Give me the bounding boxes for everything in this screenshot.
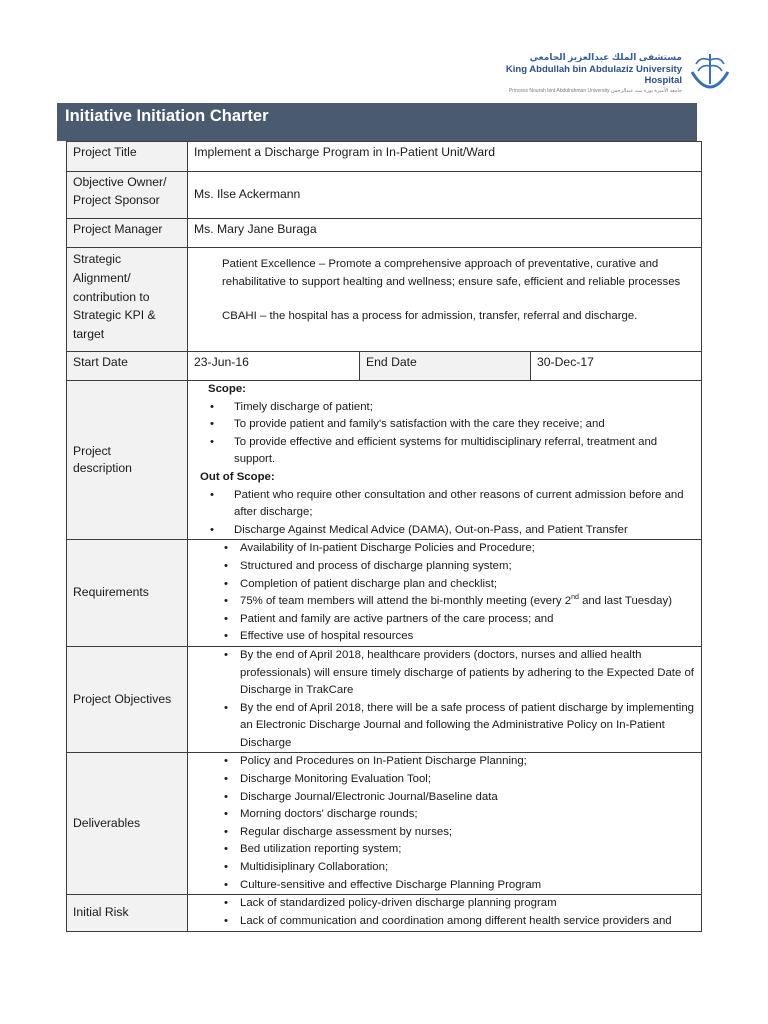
start-date-label: Start Date xyxy=(67,352,188,381)
deliverable-item: • Bed utilization reporting system; xyxy=(194,841,695,859)
scope-item: • To provide effective and efficient systems for multidisciplinary referral, treatment and support. xyxy=(194,434,695,469)
meeting-superscript: nd xyxy=(571,594,579,602)
meeting-text-end: and last Tuesday) xyxy=(578,595,672,608)
objective-item: • By the end of April 2018, there will be a safe process of patient discharge by implementing an Electronic Discharge Journal and following the Administrative Policy on In-Patient Discharge xyxy=(194,700,695,753)
deliverable-item: • Discharge Monitoring Evaluation Tool; xyxy=(194,771,695,789)
logo-arabic-name: مستشفى الملك عبدالعزيز الجامعي xyxy=(529,52,682,62)
scope-heading: Scope: xyxy=(208,383,246,395)
row-deliverables xyxy=(67,753,702,895)
out-of-scope-item: • Discharge Against Medical Advice (DAMA), Out-on-Pass, and Patient Transfer xyxy=(194,522,695,540)
project-description-content xyxy=(188,381,702,540)
deliverable-item: • Discharge Journal/Electronic Journal/Baseline data xyxy=(194,789,695,807)
hospital-emblem-icon xyxy=(688,44,732,102)
scope-item: • Timely discharge of patient; xyxy=(194,399,695,417)
initial-risk-label: Initial Risk xyxy=(67,895,188,931)
row-objective-owner xyxy=(67,172,702,219)
deliverable-item: • Regular discharge assessment by nurses; xyxy=(194,824,695,842)
project-description-label xyxy=(67,381,188,540)
deliverables-list xyxy=(194,753,695,894)
project-objectives-content xyxy=(188,646,702,753)
row-project-manager xyxy=(67,219,702,248)
row-project-description xyxy=(67,381,702,540)
objective-owner-label-line1: Objective Owner/ xyxy=(73,175,167,189)
requirement-item: • Patient and family are active partners of the care process; and xyxy=(194,611,695,629)
risk-list xyxy=(194,895,695,930)
end-date-value: 30-Dec-17 xyxy=(531,352,702,381)
deliverables-content xyxy=(188,753,702,895)
requirement-item: • Completion of patient discharge plan and checklist; xyxy=(194,576,695,594)
meeting-text: 75% of team members will attend the bi-monthly meeting (every 2 xyxy=(240,595,572,608)
deliverable-item: • Culture-sensitive and effective Discharge Planning Program xyxy=(194,877,695,895)
strategic-label-line3: contribution to xyxy=(73,289,150,304)
out-of-scope-list xyxy=(194,487,695,540)
end-date-label: End Date xyxy=(360,352,531,381)
strategic-patient-excellence: Patient Excellence – Promote a comprehensive approach of preventative, curative and rehabilitative to support healting and wellness; ensure safe, efficient and reliable processes xyxy=(222,258,681,288)
deliverables-label: Deliverables xyxy=(67,753,188,895)
logo-english-name: King Abdullah bin Abdulaziz University Hospital xyxy=(505,64,682,86)
strategic-label-line4: Strategic KPI & xyxy=(73,308,156,323)
strategic-cbahi: CBAHI – the hospital has a process for admission, transfer, referral and discharge. xyxy=(222,310,638,322)
objective-item: • By the end of April 2018, healthcare providers (doctors, nurses and allied health professionals) will ensure timely discharge of patients by adhering to the Expected Date of Discharge in TrakCare xyxy=(194,647,695,700)
start-date-value: 23-Jun-16 xyxy=(188,352,360,381)
requirements-list xyxy=(194,540,695,646)
objective-owner-value: Ms. Ilse Ackermann xyxy=(188,172,702,219)
out-of-scope-item: • Patient who require other consultation and other reasons of current admission before and after discharge; xyxy=(194,487,695,522)
strategic-label xyxy=(67,248,188,352)
objectives-list xyxy=(194,647,695,753)
requirements-label: Requirements xyxy=(67,540,188,647)
deliverable-item: • Multidisiplinary Collaboration; xyxy=(194,859,695,877)
requirement-item: • Effective use of hospital resources xyxy=(194,628,695,646)
initial-risk-content xyxy=(188,895,702,931)
row-strategic-alignment xyxy=(67,248,702,352)
requirement-item-meeting xyxy=(194,593,695,611)
scope-list xyxy=(194,399,695,469)
project-manager-value: Ms. Mary Jane Buraga xyxy=(188,219,702,248)
strategic-content xyxy=(188,248,702,352)
project-description-label-line2: description xyxy=(73,461,132,476)
row-requirements xyxy=(67,540,702,647)
requirement-item: • Structured and process of discharge planning system; xyxy=(194,558,695,576)
objective-owner-label-line2: Project Sponsor xyxy=(73,192,160,207)
out-of-scope-heading: Out of Scope: xyxy=(200,470,275,483)
project-manager-label: Project Manager xyxy=(67,219,188,248)
requirements-content xyxy=(188,540,702,647)
row-project-objectives xyxy=(67,646,702,753)
project-title-value: Implement a Discharge Program in In-Patient Unit/Ward xyxy=(188,142,702,172)
row-dates xyxy=(67,352,702,381)
hospital-logo xyxy=(486,44,732,102)
row-initial-risk xyxy=(67,895,702,931)
risk-item: • Lack of communication and coordination among different health service providers and xyxy=(194,913,695,931)
deliverable-item: • Policy and Procedures on In-Patient Discharge Planning; xyxy=(194,753,695,771)
strategic-label-line2: Alignment/ xyxy=(73,270,131,285)
project-title-label: Project Title xyxy=(67,142,188,172)
scope-item: • To provide patient and family's satisfaction with the care they receive; and xyxy=(194,416,695,434)
project-objectives-label: Project Objectives xyxy=(67,646,188,753)
project-description-label-line1: Project xyxy=(73,443,111,458)
charter-title-bar xyxy=(57,103,697,141)
charter-title: Initiative Initiation Charter xyxy=(65,107,269,125)
charter-table xyxy=(66,141,702,932)
objective-owner-label xyxy=(67,172,188,219)
logo-text xyxy=(486,52,688,94)
logo-university-name: Princess Nourah bint Abdulrahman University جامعة الأميرة نورة بنت عبدالرحمن xyxy=(508,88,682,94)
requirement-item: • Availability of In-patient Discharge Policies and Procedure; xyxy=(194,540,695,558)
risk-item: • Lack of standardized policy-driven discharge planning program xyxy=(194,895,695,913)
strategic-label-line5: target xyxy=(73,327,105,342)
strategic-label-line1: Strategic xyxy=(73,252,122,266)
deliverable-item: • Morning doctors' discharge rounds; xyxy=(194,806,695,824)
row-project-title xyxy=(67,142,702,172)
